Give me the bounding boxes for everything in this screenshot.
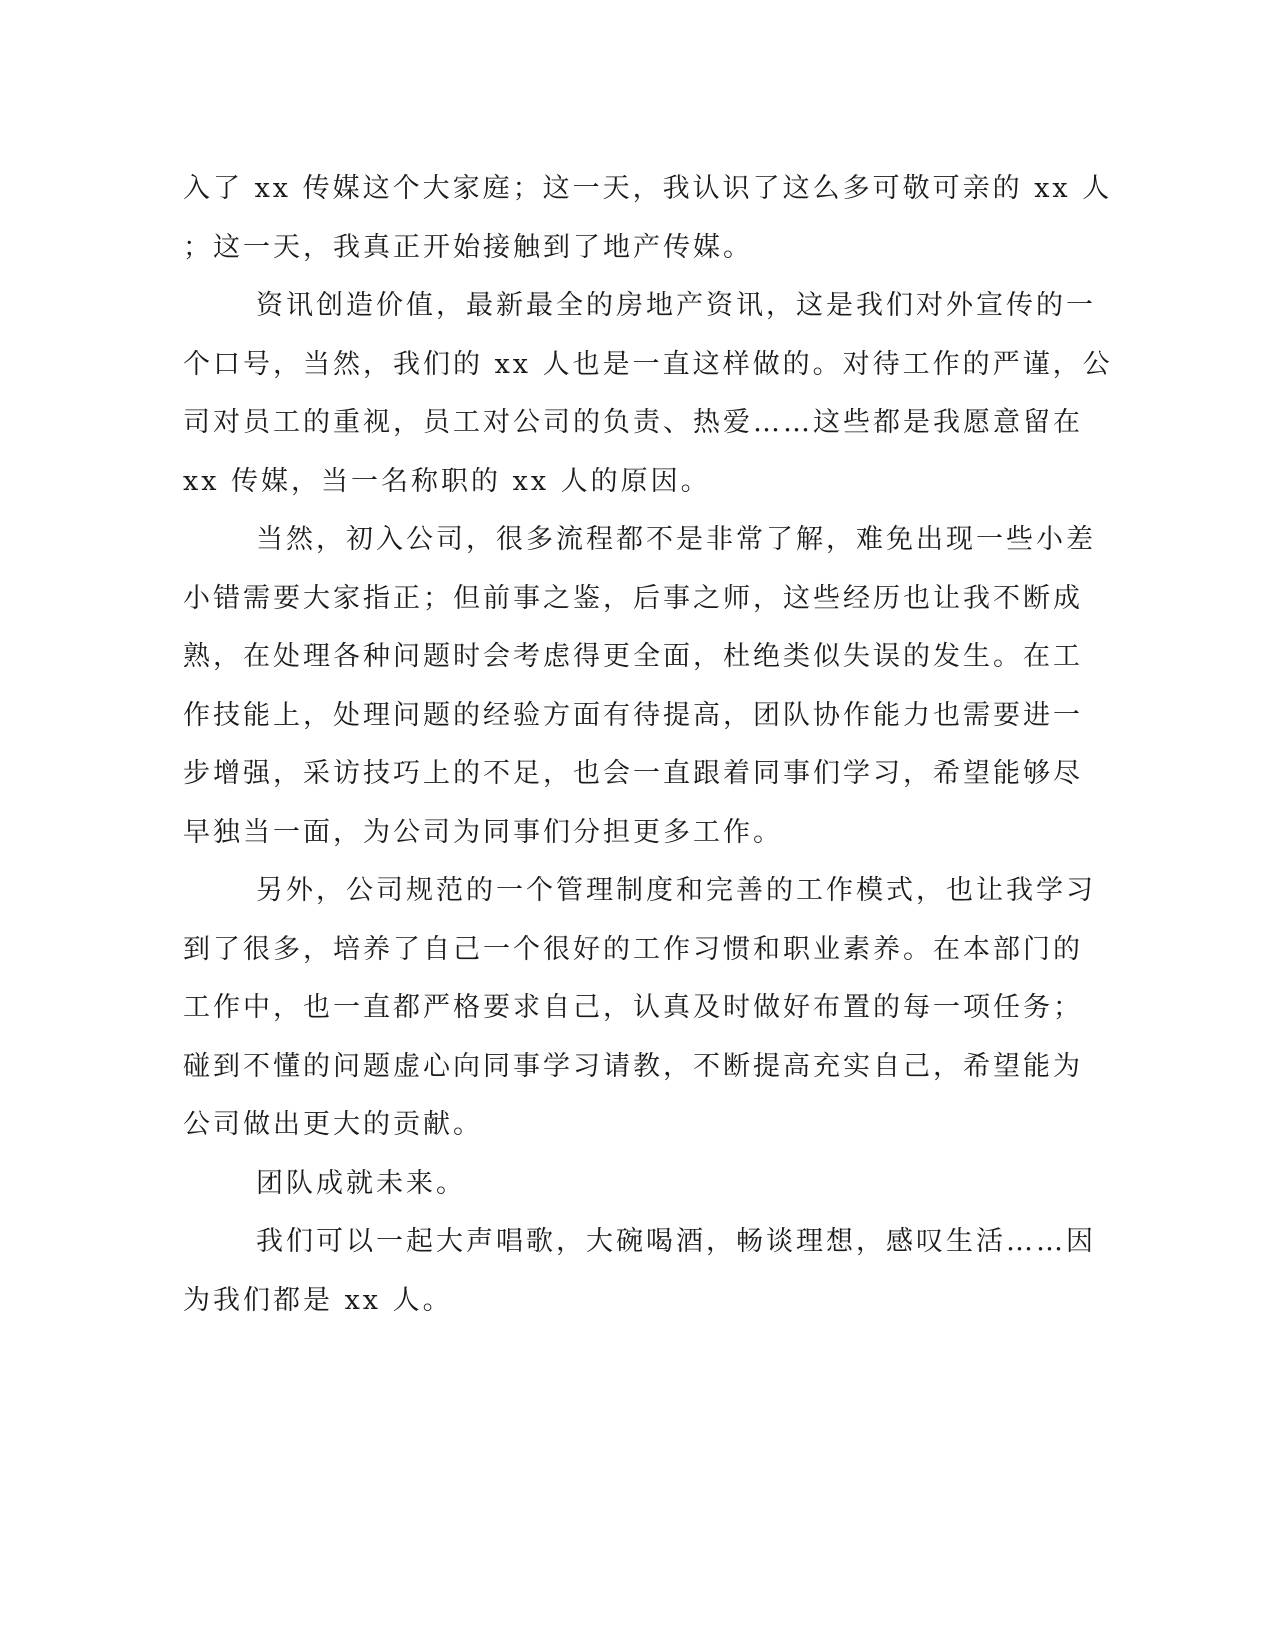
text-line: 步增强，采访技巧上的不足，也会一直跟着同事们学习，希望能够尽 [183,758,1083,789]
text-line: ；这一天，我真正开始接触到了地产传媒。 [183,231,753,263]
text-line: 工作中，也一直都严格要求自己，认真及时做好布置的每一项任务； [183,992,1083,1023]
text-line: 公司做出更大的贡献。 [183,1109,483,1140]
text-line: 熟，在处理各种问题时会考虑得更全面，杜绝类似失误的发生。在工 [183,641,1083,672]
paragraph-start-line: 另外，公司规范的一个管理制度和完善的工作模式，也让我学习 [256,875,1096,906]
text-line: 司对员工的重视，员工对公司的负责、热爱……这些都是我愿意留在 [183,407,1083,438]
document-body [183,160,1113,1330]
text-line: 早独当一面，为公司为同事们分担更多工作。 [183,816,783,848]
paragraph-start-line: 当然，初入公司，很多流程都不是非常了解，难免出现一些小差 [256,524,1096,555]
text-line: 碰到不懂的问题虚心向同事学习请教，不断提高充实自己，希望能为 [183,1050,1083,1082]
paragraph-start-line: 我们可以一起大声唱歌，大碗喝酒，畅谈理想，感叹生活……因 [256,1226,1096,1257]
text-line: 为我们都是 xx 人。 [183,1284,453,1316]
paragraph-start-line: 资讯创造价值，最新最全的房地产资讯，这是我们对外宣传的一 [256,290,1096,321]
paragraph-start-line: 团队成就未来。 [256,1167,466,1199]
text-line: 个口号，当然，我们的 xx 人也是一直这样做的。对待工作的严谨，公 [183,348,1113,380]
text-line: 小错需要大家指正；但前事之鉴，后事之师，这些经历也让我不断成 [183,582,1083,614]
text-line: xx 传媒，当一名称职的 xx 人的原因。 [183,465,711,497]
text-line: 入了 xx 传媒这个大家庭；这一天，我认识了这么多可敬可亲的 xx 人 [183,173,1113,204]
text-line: 作技能上，处理问题的经验方面有待提高，团队协作能力也需要进一 [183,699,1083,731]
text-line: 到了很多，培养了自己一个很好的工作习惯和职业素养。在本部门的 [183,933,1083,965]
